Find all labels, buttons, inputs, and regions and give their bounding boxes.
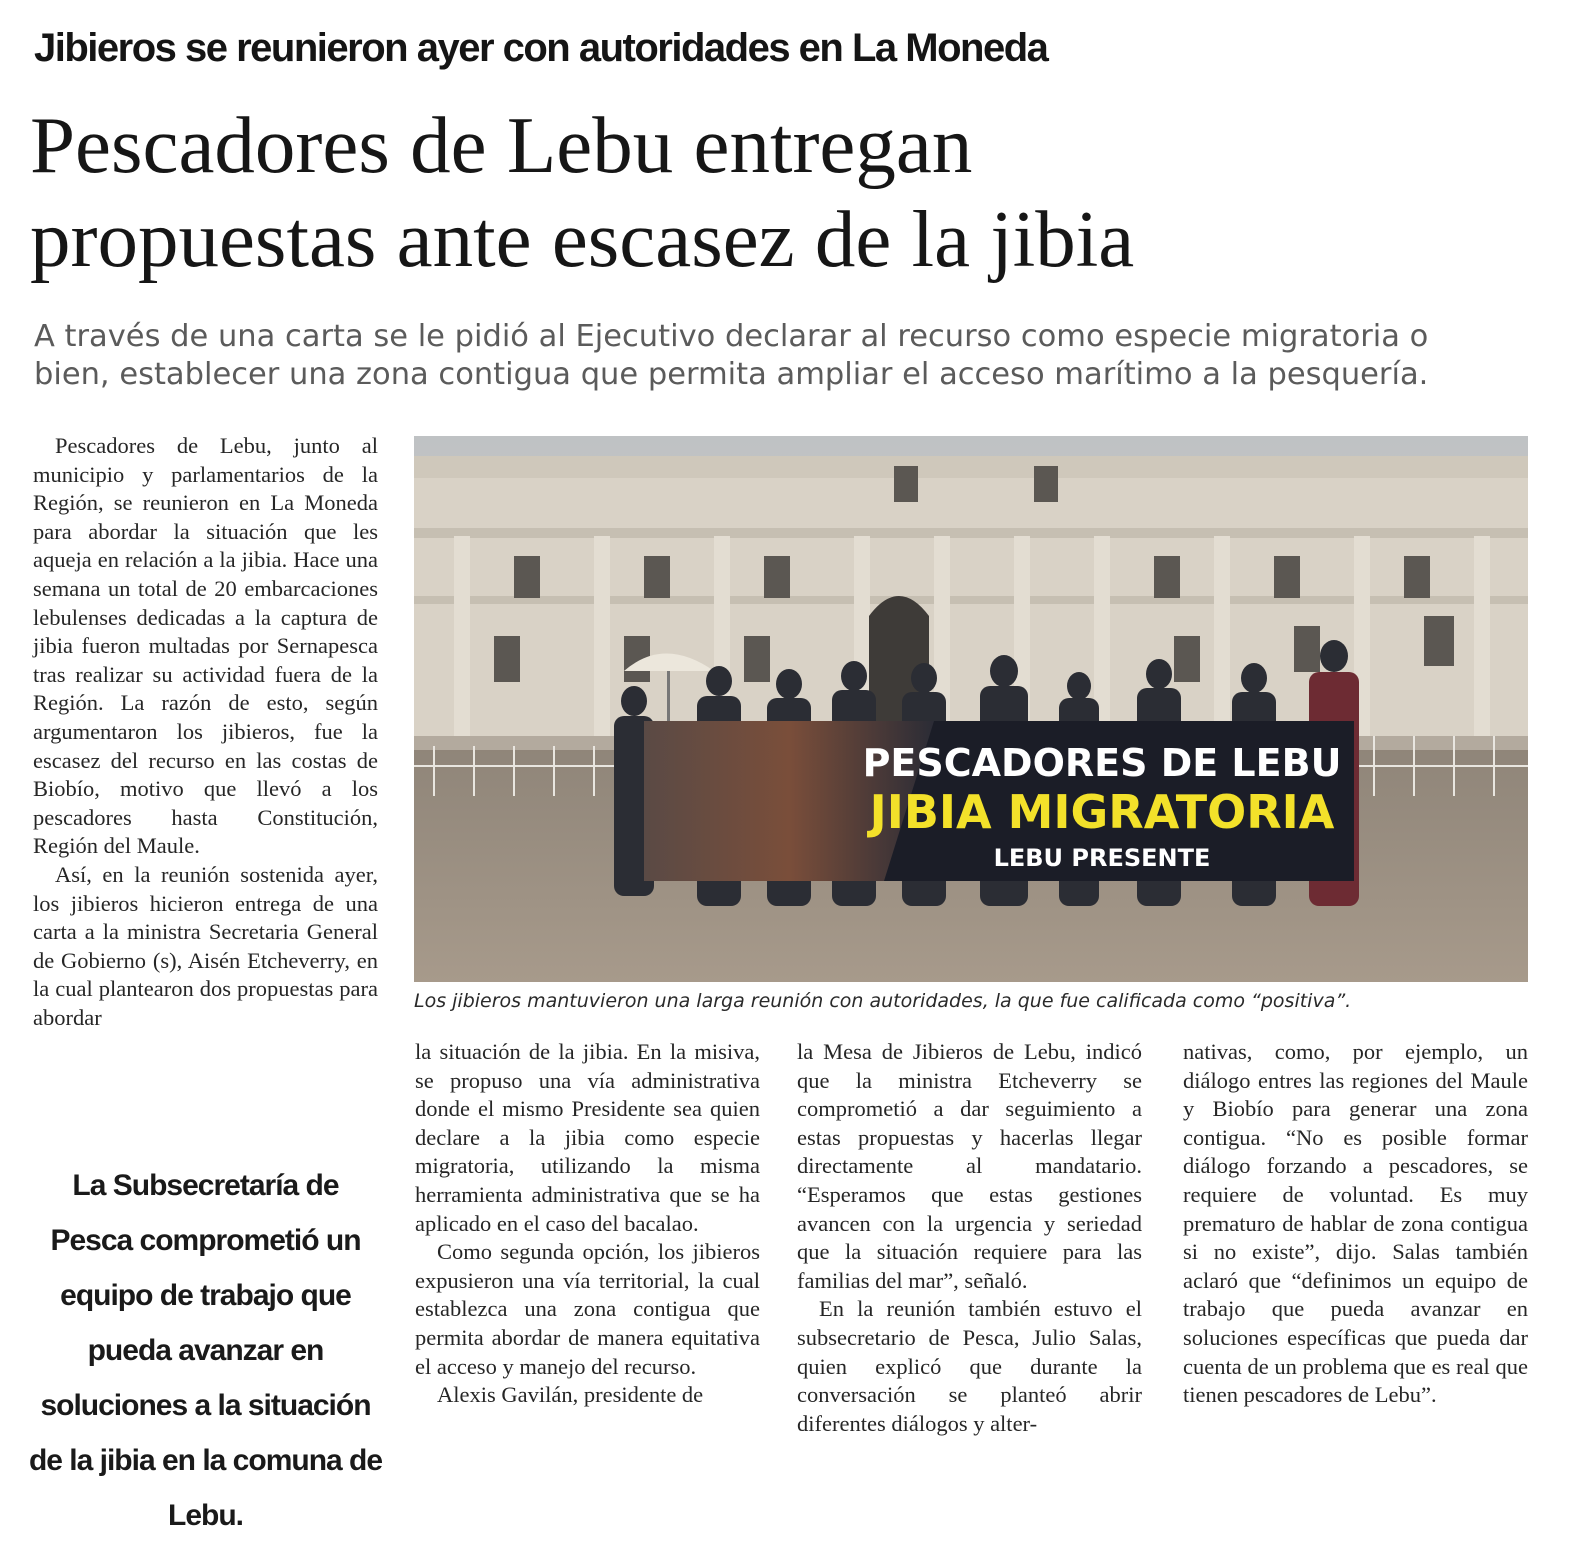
- deck-line-1: A través de una carta se le pidió al Ejecutivo declarar al recurso como especie migratoria o: [34, 319, 1429, 354]
- paragraph: En la reunión también estuvo el subsecretario de Pesca, Julio Salas, quien explicó que durante la conversación se planteó abrir diferentes diálogos y alter-: [797, 1296, 1142, 1436]
- body-column-1: [33, 432, 378, 1032]
- photo-caption: Los jibieros mantuvieron una larga reunión con autoridades, la que fue calificada como “positiva”.: [414, 990, 1352, 1012]
- headline-line-1: Pescadores de Lebu entregan: [30, 100, 973, 190]
- deck-line-2: bien, establecer una zona contigua que permita ampliar el acceso marítimo a la pesquería.: [34, 357, 1429, 392]
- paragraph: Así, en la reunión sostenida ayer, los jibieros hicieron entrega de una carta a la ministra Secretaria General de Gobierno (s), Aisén Etcheverry, en la cual plantearon dos propuestas para abordar: [33, 861, 378, 1030]
- body-column-2: [415, 1038, 760, 1410]
- kicker: Jibieros se reunieron ayer con autoridades en La Moneda: [34, 26, 1048, 70]
- photo: [414, 436, 1528, 982]
- pullquote: La Subsecretaría de Pesca comprometió un equipo de trabajo que pueda avanzar en soluciones a la situación de la jibia en la comuna de Lebu.: [28, 1169, 383, 1532]
- paragraph: Como segunda opción, los jibieros expusieron una vía territorial, la cual establezca una zona contigua que permita abordar de manera equitativa el acceso y manejo del recurso.: [415, 1239, 760, 1379]
- paragraph: la situación de la jibia. En la misiva, se propuso una vía administrativa donde el mismo Presidente sea quien declare a la jibia como especie migratoria, utilizando la misma herramienta administrativa que se ha aplicado en el caso del bacalao.: [415, 1039, 760, 1236]
- paragraph: la Mesa de Jibieros de Lebu, indicó que la ministra Etcheverry se comprometió a dar seguimiento a estas propuestas y hacerlas llegar directamente al mandatario. “Esperamos que estas gestiones avancen con la urgencia y seriedad que la situación requiere para las familias del mar”, señaló.: [797, 1039, 1142, 1293]
- paragraph: Pescadores de Lebu, junto al municipio y parlamentarios de la Región, se reunieron en La Moneda para abordar la situación que les aqueja en relación a la jibia. Hace una semana un total de 20 embarcaciones lebulenses dedicadas a la captura de jibia fueron multadas por Sernapesca tras realizar su actividad fuera de la Región. La razón de esto, según argumentaron los jibieros, fue la escasez del recurso en las costas de Biobío, motivo que llevó a los pescadores hasta Constitución, Región del Maule.: [33, 433, 378, 859]
- paragraph: nativas, como, por ejemplo, un diálogo entres las regiones del Maule y Biobío para generar una zona contigua. “No es posible formar diálogo forzando a pescadores, se requiere de voluntad. Es muy prematuro de hablar de zona contigua si no existe”, dijo. Salas también aclaró que “definimos un equipo de trabajo que pueda avanzar en soluciones específicas que pueda dar cuenta de un problema que es real que tienen pescadores de Lebu”.: [1183, 1039, 1528, 1408]
- headline-line-2: propuestas ante escasez de la jibia: [30, 194, 1135, 284]
- body-column-3: [797, 1038, 1142, 1438]
- banner-line-1: PESCADORES DE LEBU: [862, 741, 1342, 785]
- paragraph: Alexis Gavilán, presidente de: [437, 1382, 704, 1408]
- deck: [34, 318, 1574, 394]
- banner-line-3: LEBU PRESENTE: [993, 844, 1211, 872]
- la-moneda-group-photo: [414, 436, 1528, 982]
- headline: [30, 98, 1570, 286]
- banner-line-2: JIBIA MIGRATORIA: [869, 785, 1335, 839]
- body-column-4: [1183, 1038, 1528, 1410]
